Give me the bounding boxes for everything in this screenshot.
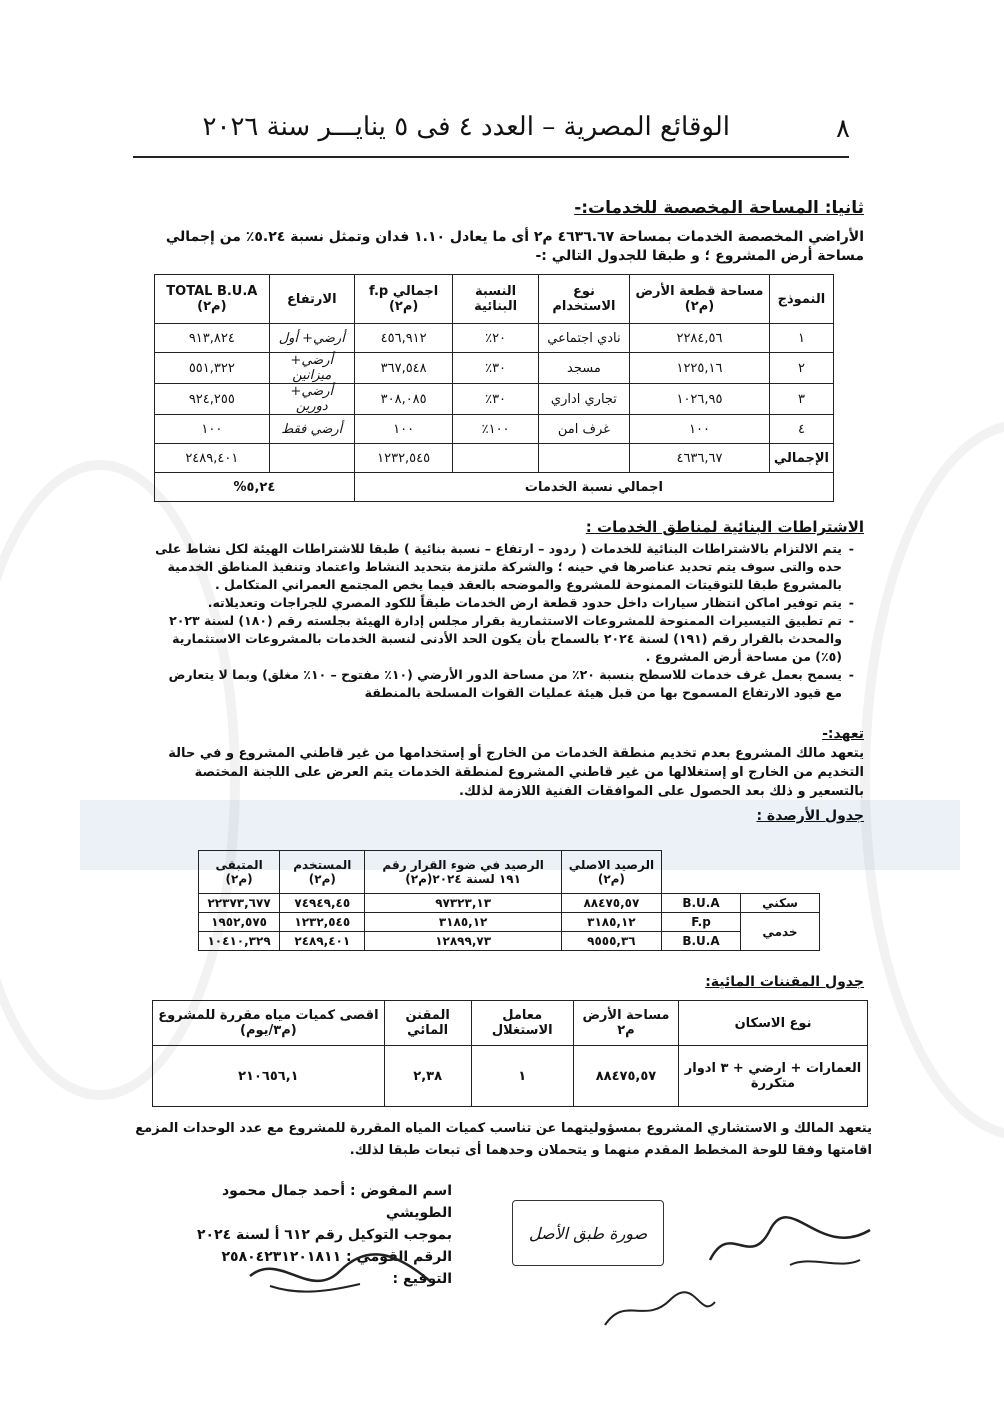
total-area: ٤٦٣٦,٦٧ bbox=[630, 444, 770, 473]
table-cell: أرضي+ أول bbox=[269, 324, 354, 353]
gazette-title: الوقائع المصرية – العدد ٤ فى ٥ ينايـــر سنة ٢٠٢٦ bbox=[202, 112, 730, 142]
table-header-cell: اجمالي f.p (م٢) bbox=[354, 275, 453, 324]
signature-label: التوقيع : bbox=[392, 1271, 452, 1287]
table-cell: ١٠٠٪ bbox=[453, 415, 538, 444]
total-label: الإجمالي bbox=[769, 444, 833, 473]
table-header-cell: نوع الاسكان bbox=[679, 1001, 868, 1046]
table-cell: ٣٠٪ bbox=[453, 384, 538, 415]
table-header-cell: مساحة الأرض م٢ bbox=[573, 1001, 678, 1046]
table-cell: ١٠٠ bbox=[155, 415, 270, 444]
table-cell: ٣٠٪ bbox=[453, 353, 538, 384]
table-header-cell: النموذج bbox=[769, 275, 833, 324]
table-cell: ٢٠٪ bbox=[453, 324, 538, 353]
water-table-title: جدول المقننات المائية: bbox=[705, 974, 864, 990]
table-cell: ٤ bbox=[769, 415, 833, 444]
table-cell: مسجد bbox=[538, 353, 629, 384]
table-cell: ٩١٣,٨٢٤ bbox=[155, 324, 270, 353]
table-header-cell: المتبقى (م٢) bbox=[199, 851, 280, 894]
table-cell: F.p bbox=[662, 913, 741, 932]
table-cell: غرف امن bbox=[538, 415, 629, 444]
table-cell bbox=[453, 444, 538, 473]
table-cell: ٨٨٤٧٥,٥٧ bbox=[561, 894, 661, 913]
table-cell: ٣٦٧,٥٤٨ bbox=[354, 353, 453, 384]
balance-table bbox=[198, 850, 820, 951]
water-table bbox=[152, 1000, 868, 1107]
national-id: الرقم القومي : ٢٥٨٠٤٢٣١٢٠١٨١١ bbox=[221, 1249, 452, 1265]
table-cell: ٢٢٨٤,٥٦ bbox=[630, 324, 770, 353]
list-item: - يسمح بعمل غرف خدمات للاسطح بنسبة ٢٠٪ من مساحة الدور الأرضي (١٠٪ مفتوح – ١٠٪ مغلق) وبما لا يتعارض مع قيود الارتفاع المسموح بها من قبل هيئة عمليات القوات المسلحة بالمنطقة bbox=[154, 666, 854, 702]
table-cell: ٣١٨٥,١٢ bbox=[365, 913, 561, 932]
table-row bbox=[199, 913, 820, 932]
table-header-cell: اقصى كميات مياه مقررة للمشروع (م٣/يوم) bbox=[153, 1001, 385, 1046]
table-header-cell: الارتفاع bbox=[269, 275, 354, 324]
table-cell bbox=[741, 851, 820, 894]
table-header-cell: الرصيد الاصلي (م٢) bbox=[561, 851, 661, 894]
header-rule bbox=[133, 156, 849, 158]
pledge-text: يتعهد مالك المشروع بعدم تخديم منطقة الخدمات من الخارج أو إستخدامها من غير قاطني المشروع و في حالة التخديم من الخارج او إستغلالها من غير قاطني المشروع لمنطقة الخدمات يتم العرض على اللجنة المختصة بالتسعير و ذلك بعد الحصول على الموافقات الفنية اللازمة لذلك. bbox=[168, 746, 864, 799]
table-total-row bbox=[155, 444, 834, 473]
table-header-cell: النسبة البنائية bbox=[453, 275, 538, 324]
list-item: - تم تطبيق التيسيرات الممنوحة للمشروعات الاستثمارية بقرار مجلس إدارة الهيئة بجلسته رقم (١٨٠) لسنة ٢٠٢٣ والمحدث بالقرار رقم (١٩١) لسنة ٢٠٢٤ بالسماح بأن يكون الحد الأدنى لنسبة الخدمات بالمشروعات الاستثمارية (٥٪) من مساحة أرض المشروع . bbox=[154, 612, 854, 666]
table-cell: ١ bbox=[471, 1046, 573, 1107]
table-cell: ٢٤٨٩,٤٠١ bbox=[280, 932, 365, 951]
total-fp: ١٢٣٢,٥٤٥ bbox=[354, 444, 453, 473]
table-header-cell: الرصيد في ضوء القرار رقم ١٩١ لسنة ٢٠٢٤(م٢) bbox=[365, 851, 561, 894]
table-cell: أرضي+ ميزانين bbox=[269, 353, 354, 384]
table-cell bbox=[269, 444, 354, 473]
list-item: - يتم الالتزام بالاشتراطات البنائية للخدمات ( ردود – ارتفاع – نسبة بنائية ) طبقا للاشتراطات الهيئة لكل نشاط على حده والتى سوف يتم تحديد عناصرها في حينه ؛ والشركة ملتزمة بتحديد النشاط واعتماد وتنفيذ المناطق الخدمية بالمشروع طبقا للتوقيتات الممنوحة للمشروع والموضحه بالعقد فيما يخص المجتمع العمراني المتكامل . bbox=[154, 540, 854, 594]
table-row bbox=[155, 415, 834, 444]
pledge-title: تعهد:- bbox=[822, 726, 864, 742]
handwritten-signature-icon bbox=[600, 1290, 720, 1330]
table-cell bbox=[538, 444, 629, 473]
table-cell: ١ bbox=[769, 324, 833, 353]
table-cell: ٢ bbox=[769, 353, 833, 384]
page-header bbox=[130, 108, 850, 152]
table-cell: ٩٢٤,٢٥٥ bbox=[155, 384, 270, 415]
table-header-cell: نوع الاستخدام bbox=[538, 275, 629, 324]
group-label: خدمي bbox=[741, 913, 820, 951]
table-header-row bbox=[155, 275, 834, 324]
table-cell: ١٢٢٥,١٦ bbox=[630, 353, 770, 384]
services-section-title: ثانيا: المساحة المخصصة للخدمات:- bbox=[574, 198, 864, 218]
total-bua: ٢٤٨٩,٤٠١ bbox=[155, 444, 270, 473]
balance-table-title: جدول الأرصدة : bbox=[756, 808, 864, 824]
table-row bbox=[155, 324, 834, 353]
services-table bbox=[154, 274, 834, 502]
table-cell: ٩٥٥٥,٣٦ bbox=[561, 932, 661, 951]
power-of-attorney: بموجب التوكيل رقم ٦١٢ أ لسنة ٢٠٢٤ bbox=[196, 1227, 452, 1243]
table-cell: ١٢٣٢,٥٤٥ bbox=[280, 913, 365, 932]
ratio-row bbox=[155, 473, 834, 502]
table-cell: ٢٢٣٧٣,٦٧٧ bbox=[199, 894, 280, 913]
delegate-name: اسم المفوض : أحمد جمال محمود الطويشي bbox=[222, 1183, 452, 1221]
table-cell: أرضي فقط bbox=[269, 415, 354, 444]
handwritten-signature-icon bbox=[700, 1210, 880, 1280]
table-cell: ٢١٠٦٥٦,١ bbox=[153, 1046, 385, 1107]
table-cell: ١٠٠ bbox=[354, 415, 453, 444]
watermark-arc-right bbox=[860, 420, 1004, 1140]
table-cell: ٣٠٨,٠٨٥ bbox=[354, 384, 453, 415]
table-header-cell: معامل الاستغلال bbox=[471, 1001, 573, 1046]
table-cell: ١٩٥٢,٥٧٥ bbox=[199, 913, 280, 932]
table-cell: B.U.A bbox=[662, 894, 741, 913]
ratio-value: ٥,٢٤% bbox=[155, 473, 355, 502]
table-row bbox=[155, 353, 834, 384]
table-cell: ٥٥١,٣٢٢ bbox=[155, 353, 270, 384]
table-cell: العمارات + ارضي + ٣ ادوار متكررة bbox=[679, 1046, 868, 1107]
table-cell: ٢,٣٨ bbox=[384, 1046, 471, 1107]
services-intro: الأراضي المخصصة الخدمات بمساحة ٤٦٣٦.٦٧ م٢ أى ما يعادل ١.١٠ فدان وتمثل نسبة ٥.٢٤٪ من إجمالي مساحة أرض المشروع ؛ و طبقا للجدول التالي :- bbox=[165, 229, 864, 264]
handwritten-signature-icon bbox=[240, 1246, 440, 1306]
table-cell: ٨٨٤٧٥,٥٧ bbox=[573, 1046, 678, 1107]
page-number: ٨ bbox=[836, 114, 850, 144]
table-row bbox=[199, 894, 820, 913]
table-cell: ١٠٢٦,٩٥ bbox=[630, 384, 770, 415]
consultant-pledge: يتعهد المالك و الاستشاري المشروع بمسؤوليتهما عن تناسب كميات المياه المقررة للمشروع مع عدد الوحدات المزمع اقامتها وفقا للوحة المخطط المقدم منهما و يتحملان وحدهما أى تبعات طبقا لذلك. bbox=[135, 1121, 872, 1158]
table-header-cell: مساحة قطعة الأرض (م٢) bbox=[630, 275, 770, 324]
table-header-row bbox=[199, 851, 820, 894]
ratio-label: اجمالي نسبة الخدمات bbox=[354, 473, 833, 502]
table-cell: ١٢٨٩٩,٧٣ bbox=[365, 932, 561, 951]
table-cell: تجاري اداري bbox=[538, 384, 629, 415]
group-label: سكني bbox=[741, 894, 820, 913]
table-cell: ٣١٨٥,١٢ bbox=[561, 913, 661, 932]
table-row bbox=[155, 384, 834, 415]
table-header-cell: المستخدم (م٢) bbox=[280, 851, 365, 894]
table-header-row bbox=[153, 1001, 868, 1046]
table-cell: ١٠٠ bbox=[630, 415, 770, 444]
table-cell: ١٠٤١٠,٣٢٩ bbox=[199, 932, 280, 951]
table-row bbox=[153, 1046, 868, 1107]
table-cell: نادي اجتماعي bbox=[538, 324, 629, 353]
table-cell: ٩٧٣٢٣,١٣ bbox=[365, 894, 561, 913]
table-cell: أرضي+ دورين bbox=[269, 384, 354, 415]
table-header-cell: المقنن المائي bbox=[384, 1001, 471, 1046]
true-copy-stamp: صورة طبق الأصل bbox=[512, 1200, 664, 1266]
table-row bbox=[199, 932, 820, 951]
list-item: - يتم توفير اماكن انتظار سيارات داخل حدود قطعة ارض الخدمات طبقاً للكود المصري للجراجات وتعديلاته. bbox=[154, 594, 854, 612]
table-cell: ٣ bbox=[769, 384, 833, 415]
table-header-cell: TOTAL B.U.A (م٢) bbox=[155, 275, 270, 324]
table-cell: B.U.A bbox=[662, 932, 741, 951]
conditions-list bbox=[154, 540, 854, 702]
table-cell: ٤٥٦,٩١٢ bbox=[354, 324, 453, 353]
conditions-title: الاشتراطات البنائية لمناطق الخدمات : bbox=[585, 518, 864, 536]
table-cell bbox=[662, 851, 741, 894]
table-cell: ٧٤٩٤٩,٤٥ bbox=[280, 894, 365, 913]
